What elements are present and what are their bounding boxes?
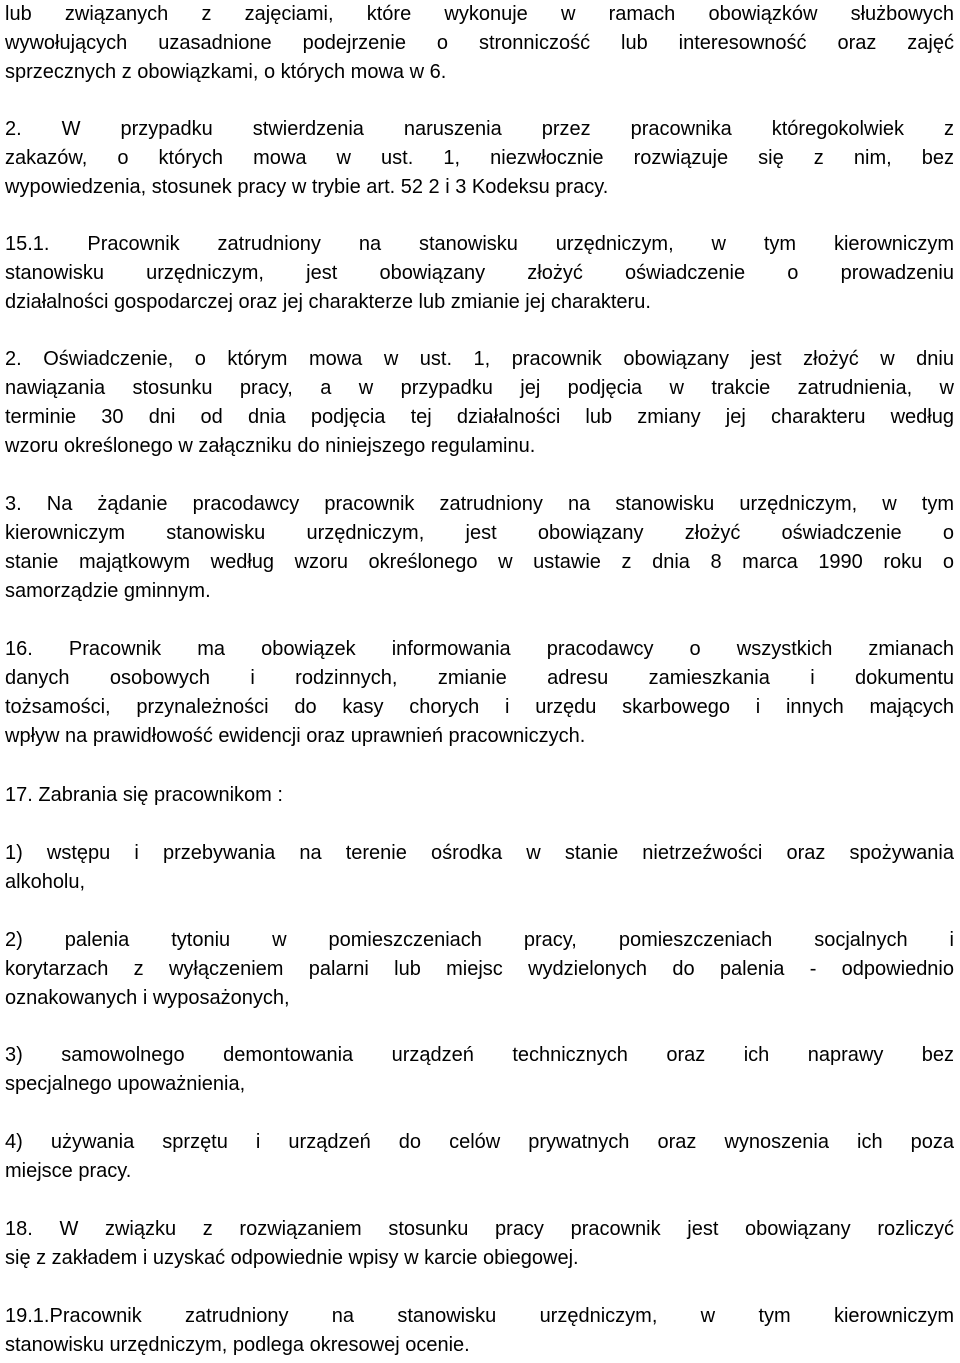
text-line: danych osobowych i rodzinnych, zmianie adresu zamieszkania i dokumentu	[5, 667, 954, 689]
paragraph-item-2-declaration	[5, 345, 954, 461]
text-line: miejsce pracy.	[5, 1160, 132, 1182]
text-line: 2. W przypadku stwierdzenia naruszenia przez pracownika któregokolwiek z	[5, 118, 954, 140]
text-line: wywołujących uzasadnione podejrzenie o stronniczość lub interesowność oraz zajęć	[5, 32, 954, 54]
text-line: 3) samowolnego demontowania urządzeń technicznych oraz ich naprawy bez	[5, 1044, 954, 1066]
text-line: 16. Pracownik ma obowiązek informowania pracodawcy o wszystkich zmianach	[5, 638, 954, 660]
text-line: terminie 30 dni od dnia podjęcia tej działalności lub zmiany jej charakteru według	[5, 406, 954, 428]
paragraph-section-18	[5, 1215, 954, 1273]
list-item-4	[5, 1128, 954, 1186]
text-line: wypowiedzenia, stosunek pracy w trybie art. 52 2 i 3 Kodeksu pracy.	[5, 176, 609, 198]
paragraph-section-19	[5, 1302, 954, 1360]
text-line: 15.1. Pracownik zatrudniony na stanowisku urzędniczym, w tym kierowniczym	[5, 233, 954, 255]
text-line: 3. Na żądanie pracodawcy pracownik zatrudniony na stanowisku urzędniczym, w tym	[5, 493, 954, 515]
text-line: oznakowanych i wyposażonych,	[5, 987, 290, 1009]
paragraph-item-3	[5, 490, 954, 606]
list-item-3	[5, 1041, 954, 1099]
text-line: nawiązania stosunku pracy, a w przypadku jej podjęcia w trakcie zatrudnienia, w	[5, 377, 954, 399]
text-line: się z zakładem i uzyskać odpowiednie wpisy w karcie obiegowej.	[5, 1247, 579, 1269]
text-line: 19.1.Pracownik zatrudniony na stanowisku urzędniczym, w tym kierowniczym	[5, 1305, 954, 1327]
text-line: stanowisku urzędniczym, podlega okresowej ocenie.	[5, 1334, 470, 1356]
text-line: alkoholu,	[5, 871, 86, 893]
list-item-1	[5, 839, 954, 897]
text-line: 1) wstępu i przebywania na terenie ośrodka w stanie nietrzeźwości oraz spożywania	[5, 842, 954, 864]
text-line: lub związanych z zajęciami, które wykonuje w ramach obowiązków służbowych	[5, 3, 954, 25]
text-line: 17. Zabrania się pracownikom :	[5, 784, 283, 806]
text-line: 18. W związku z rozwiązaniem stosunku pracy pracownik jest obowiązany rozliczyć	[5, 1218, 954, 1240]
text-line: 2. Oświadczenie, o którym mowa w ust. 1, pracownik obowiązany jest złożyć w dniu	[5, 348, 954, 370]
text-line: samorządzie gminnym.	[5, 580, 211, 602]
text-line: stanowisku urzędniczym, jest obowiązany złożyć oświadczenie o prowadzeniu	[5, 262, 954, 284]
paragraph-section-15	[5, 230, 954, 317]
text-line: zakazów, o których mowa w ust. 1, niezwłocznie rozwiązuje się z nim, bez	[5, 147, 954, 169]
text-line: 2) palenia tytoniu w pomieszczeniach pracy, pomieszczeniach socjalnych i	[5, 929, 954, 951]
text-line: specjalnego upoważnienia,	[5, 1073, 246, 1095]
text-line: tożsamości, przynależności do kasy chorych i urzędu skarbowego i innych mających	[5, 696, 954, 718]
text-line: sprzecznych z obowiązkami, o których mowa w 6.	[5, 61, 447, 83]
text-line: stanie majątkowym według wzoru określonego w ustawie z dnia 8 marca 1990 roku o	[5, 551, 954, 573]
paragraph-section-17	[5, 781, 954, 810]
text-line: korytarzach z wyłączeniem palarni lub miejsc wydzielonych do palenia - odpowiednio	[5, 958, 954, 980]
paragraph-continuation	[5, 0, 954, 87]
text-line: działalności gospodarczej oraz jej charakterze lub zmianie jej charakteru.	[5, 291, 651, 313]
text-line: kierowniczym stanowisku urzędniczym, jest obowiązany złożyć oświadczenie o	[5, 522, 954, 544]
paragraph-item-2	[5, 115, 954, 202]
paragraph-section-16	[5, 635, 954, 751]
text-line: wzoru określonego w załączniku do niniejszego regulaminu.	[5, 435, 536, 457]
list-item-2	[5, 926, 954, 1013]
text-line: 4) używania sprzętu i urządzeń do celów prywatnych oraz wynoszenia ich poza	[5, 1131, 954, 1153]
text-line: wpływ na prawidłowość ewidencji oraz uprawnień pracowniczych.	[5, 725, 586, 747]
